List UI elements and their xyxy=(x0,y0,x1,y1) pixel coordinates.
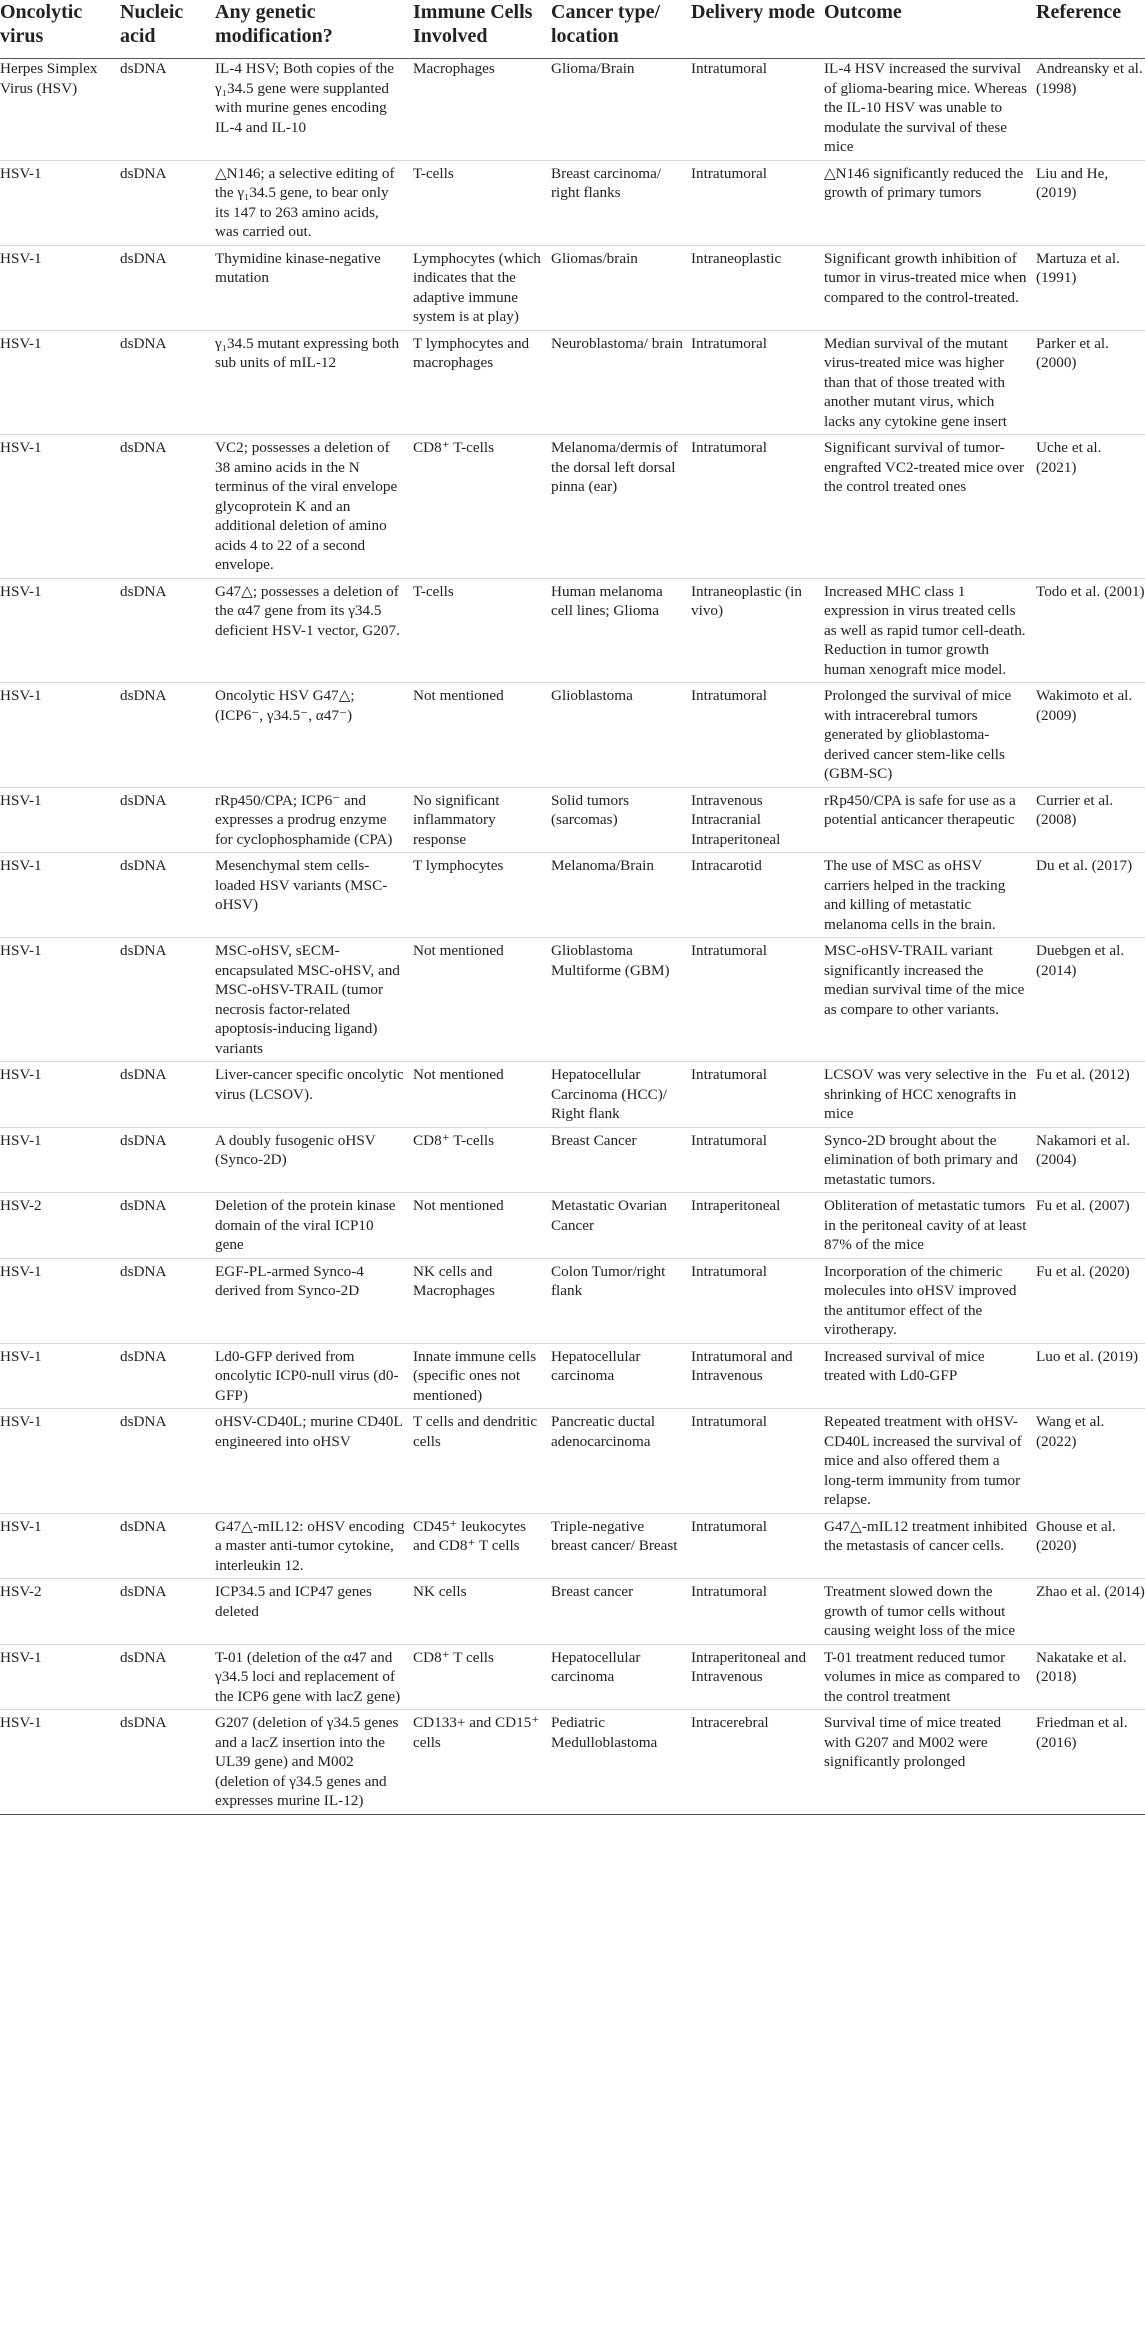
column-header-oncolytic-virus: Oncolytic virus xyxy=(0,0,120,59)
cell-outcome: Significant growth inhibition of tumor in virus-treated mice when compared to the control-treated. xyxy=(824,245,1036,330)
cell-genetic-modification: ICP34.5 and ICP47 genes deleted xyxy=(215,1579,413,1645)
cell-genetic-modification: γ₁34.5 mutant expressing both sub units of mIL-12 xyxy=(215,330,413,435)
cell-reference: Andreansky et al. (1998) xyxy=(1036,59,1145,161)
table-row xyxy=(0,578,1145,683)
cell-nucleic-acid: dsDNA xyxy=(120,683,215,788)
delivery-mode-item: Intraperitoneal xyxy=(691,1197,781,1214)
cell-oncolytic-virus: HSV-1 xyxy=(0,1062,120,1128)
cell-outcome: Repeated treatment with oHSV-CD40L increased the survival of mice and also offered them a long-term immunity from tumor relapse. xyxy=(824,1409,1036,1514)
cell-delivery-mode xyxy=(691,1343,824,1409)
table-row xyxy=(0,787,1145,853)
cell-nucleic-acid: dsDNA xyxy=(120,1579,215,1645)
cell-genetic-modification: IL-4 HSV; Both copies of the γ₁34.5 gene were supplanted with murine genes encoding IL-4 and IL-10 xyxy=(215,59,413,161)
column-header-nucleic-acid: Nucleic acid xyxy=(120,0,215,59)
cell-outcome: Prolonged the survival of mice with intracerebral tumors generated by glioblastoma-derived cancer stem-like cells (GBM-SC) xyxy=(824,683,1036,788)
delivery-mode-item: Intracranial xyxy=(691,811,761,828)
delivery-mode-item: Intratumoral xyxy=(691,439,767,456)
cell-outcome: IL-4 HSV increased the survival of glioma-bearing mice. Whereas the IL-10 HSV was unable to modulate the survival of these mice xyxy=(824,59,1036,161)
cell-immune-cells: Not mentioned xyxy=(413,1193,551,1259)
table-row xyxy=(0,1062,1145,1128)
cell-immune-cells: CD45⁺ leukocytes and CD8⁺ T cells xyxy=(413,1513,551,1579)
cell-immune-cells: Not mentioned xyxy=(413,1062,551,1128)
cell-oncolytic-virus: HSV-2 xyxy=(0,1193,120,1259)
table-row xyxy=(0,1193,1145,1259)
cell-cancer-type: Pancreatic ductal adenocarcinoma xyxy=(551,1409,691,1514)
cell-immune-cells: T lymphocytes xyxy=(413,853,551,938)
table-row xyxy=(0,59,1145,161)
cell-nucleic-acid: dsDNA xyxy=(120,245,215,330)
cell-genetic-modification: EGF-PL-armed Synco-4 derived from Synco-2D xyxy=(215,1258,413,1343)
cell-oncolytic-virus: HSV-1 xyxy=(0,1258,120,1343)
cell-nucleic-acid: dsDNA xyxy=(120,59,215,161)
cell-delivery-mode xyxy=(691,1258,824,1343)
cell-nucleic-acid: dsDNA xyxy=(120,1062,215,1128)
cell-reference: Wakimoto et al. (2009) xyxy=(1036,683,1145,788)
cell-cancer-type: Glioblastoma xyxy=(551,683,691,788)
cell-oncolytic-virus: HSV-1 xyxy=(0,245,120,330)
cell-genetic-modification: △N146; a selective editing of the γ₁34.5 gene, to bear only its 147 to 263 amino acids, was carried out. xyxy=(215,160,413,245)
cell-cancer-type: Hepatocellular carcinoma xyxy=(551,1644,691,1710)
cell-outcome: Increased survival of mice treated with Ld0-GFP xyxy=(824,1343,1036,1409)
cell-nucleic-acid: dsDNA xyxy=(120,435,215,579)
cell-outcome: LCSOV was very selective in the shrinking of HCC xenografts in mice xyxy=(824,1062,1036,1128)
cell-immune-cells: T-cells xyxy=(413,578,551,683)
delivery-mode-item: Intratumoral xyxy=(691,1066,767,1083)
cell-cancer-type: Triple-negative breast cancer/ Breast xyxy=(551,1513,691,1579)
cell-cancer-type: Solid tumors (sarcomas) xyxy=(551,787,691,853)
table-row xyxy=(0,1258,1145,1343)
cell-immune-cells: Innate immune cells (specific ones not mentioned) xyxy=(413,1343,551,1409)
cell-outcome: T-01 treatment reduced tumor volumes in mice as compared to the control treatment xyxy=(824,1644,1036,1710)
cell-cancer-type: Pediatric Medulloblastoma xyxy=(551,1710,691,1815)
cell-genetic-modification: rRp450/CPA; ICP6⁻ and expresses a prodrug enzyme for cyclophosphamide (CPA) xyxy=(215,787,413,853)
cell-nucleic-acid: dsDNA xyxy=(120,1193,215,1259)
cell-genetic-modification: Oncolytic HSV G47△; (ICP6⁻, γ34.5⁻, α47⁻) xyxy=(215,683,413,788)
cell-cancer-type: Glioblastoma Multiforme (GBM) xyxy=(551,938,691,1062)
cell-delivery-mode xyxy=(691,787,824,853)
delivery-mode-item: Intratumoral and Intravenous xyxy=(691,1347,793,1384)
table-row xyxy=(0,330,1145,435)
cell-genetic-modification: oHSV-CD40L; murine CD40L engineered into oHSV xyxy=(215,1409,413,1514)
cell-outcome: Survival time of mice treated with G207 and M002 were significantly prolonged xyxy=(824,1710,1036,1815)
cell-cancer-type: Neuroblastoma/ brain xyxy=(551,330,691,435)
cell-nucleic-acid: dsDNA xyxy=(120,853,215,938)
cell-genetic-modification: MSC-oHSV, sECM-encapsulated MSC-oHSV, and MSC-oHSV-TRAIL (tumor necrosis factor-related apoptosis-inducing ligand) variants xyxy=(215,938,413,1062)
cell-immune-cells: Not mentioned xyxy=(413,938,551,1062)
cell-reference: Martuza et al. (1991) xyxy=(1036,245,1145,330)
cell-reference: Parker et al. (2000) xyxy=(1036,330,1145,435)
cell-delivery-mode xyxy=(691,853,824,938)
column-header-genetic-modification: Any genetic modification? xyxy=(215,0,413,59)
delivery-mode-item: Intratumoral xyxy=(691,942,767,959)
table-body xyxy=(0,59,1145,1815)
cell-outcome: Median survival of the mutant virus-treated mice was higher than that of those treated with another mutant virus, which lacks any cytokine gene insert xyxy=(824,330,1036,435)
cell-delivery-mode xyxy=(691,578,824,683)
column-header-delivery-mode: Delivery mode xyxy=(691,0,824,59)
delivery-mode-item: Intracerebral xyxy=(691,1714,769,1731)
cell-reference: Uche et al. (2021) xyxy=(1036,435,1145,579)
column-header-cancer-type: Cancer type/ location xyxy=(551,0,691,59)
cell-oncolytic-virus: HSV-1 xyxy=(0,853,120,938)
cell-genetic-modification: Liver-cancer specific oncolytic virus (LCSOV). xyxy=(215,1062,413,1128)
delivery-mode-item: Intratumoral xyxy=(691,60,767,77)
delivery-mode-item: Intravenous xyxy=(691,791,763,809)
cell-nucleic-acid: dsDNA xyxy=(120,1258,215,1343)
cell-delivery-mode xyxy=(691,1127,824,1193)
cell-outcome: Incorporation of the chimeric molecules into oHSV improved the antitumor effect of the virotherapy. xyxy=(824,1258,1036,1343)
cell-delivery-mode xyxy=(691,1579,824,1645)
cell-outcome: The use of MSC as oHSV carriers helped in the tracking and killing of metastatic melanoma cells in the brain. xyxy=(824,853,1036,938)
delivery-mode-item: Intratumoral xyxy=(691,1131,767,1149)
cell-genetic-modification: Ld0-GFP derived from oncolytic ICP0-null virus (d0-GFP) xyxy=(215,1343,413,1409)
cell-oncolytic-virus: HSV-1 xyxy=(0,1644,120,1710)
cell-nucleic-acid: dsDNA xyxy=(120,1710,215,1815)
cell-delivery-mode xyxy=(691,1513,824,1579)
cell-reference: Ghouse et al. (2020) xyxy=(1036,1513,1145,1579)
cell-reference: Friedman et al. (2016) xyxy=(1036,1710,1145,1815)
cell-immune-cells: NK cells and Macrophages xyxy=(413,1258,551,1343)
cell-immune-cells: T cells and dendritic cells xyxy=(413,1409,551,1514)
cell-outcome: Treatment slowed down the growth of tumor cells without causing weight loss of the mice xyxy=(824,1579,1036,1645)
cell-genetic-modification: Thymidine kinase-negative mutation xyxy=(215,245,413,330)
cell-outcome: Significant survival of tumor-engrafted VC2-treated mice over the control treated ones xyxy=(824,435,1036,579)
cell-oncolytic-virus: HSV-1 xyxy=(0,435,120,579)
cell-immune-cells: CD8⁺ T-cells xyxy=(413,1127,551,1193)
cell-delivery-mode xyxy=(691,1409,824,1514)
table-row xyxy=(0,160,1145,245)
cell-oncolytic-virus: HSV-1 xyxy=(0,330,120,435)
cell-nucleic-acid: dsDNA xyxy=(120,1513,215,1579)
cell-reference: Duebgen et al. (2014) xyxy=(1036,938,1145,1062)
cell-outcome: Obliteration of metastatic tumors in the peritoneal cavity of at least 87% of the mice xyxy=(824,1193,1036,1259)
cell-immune-cells: Macrophages xyxy=(413,59,551,161)
cell-outcome: MSC-oHSV-TRAIL variant significantly increased the median survival time of the mice as compare to other variants. xyxy=(824,938,1036,1062)
cell-nucleic-acid: dsDNA xyxy=(120,1409,215,1514)
cell-oncolytic-virus: Herpes Simplex Virus (HSV) xyxy=(0,59,120,161)
cell-cancer-type: Melanoma/dermis of the dorsal left dorsal pinna (ear) xyxy=(551,435,691,579)
cell-nucleic-acid: dsDNA xyxy=(120,787,215,853)
cell-oncolytic-virus: HSV-1 xyxy=(0,578,120,683)
cell-reference: Nakatake et al. (2018) xyxy=(1036,1644,1145,1710)
cell-genetic-modification: G47△-mIL12: oHSV encoding a master anti-tumor cytokine, interleukin 12. xyxy=(215,1513,413,1579)
column-header-immune-cells: Immune Cells Involved xyxy=(413,0,551,59)
cell-immune-cells: T-cells xyxy=(413,160,551,245)
table-row xyxy=(0,853,1145,938)
cell-cancer-type: Glioma/Brain xyxy=(551,59,691,161)
cell-delivery-mode xyxy=(691,683,824,788)
delivery-mode-item: Intratumoral xyxy=(691,687,767,704)
table-row xyxy=(0,245,1145,330)
cell-reference: Todo et al. (2001) xyxy=(1036,578,1145,683)
cell-cancer-type: Hepatocellular Carcinoma (HCC)/ Right flank xyxy=(551,1062,691,1128)
cell-cancer-type: Breast Cancer xyxy=(551,1127,691,1193)
cell-oncolytic-virus: HSV-1 xyxy=(0,787,120,853)
cell-reference: Liu and He, (2019) xyxy=(1036,160,1145,245)
cell-delivery-mode xyxy=(691,1062,824,1128)
cell-cancer-type: Breast carcinoma/ right flanks xyxy=(551,160,691,245)
cell-cancer-type: Gliomas/brain xyxy=(551,245,691,330)
delivery-mode-item: Intratumoral xyxy=(691,1413,767,1430)
cell-nucleic-acid: dsDNA xyxy=(120,160,215,245)
cell-immune-cells: T lymphocytes and macrophages xyxy=(413,330,551,435)
cell-immune-cells: NK cells xyxy=(413,1579,551,1645)
cell-cancer-type: Hepatocellular carcinoma xyxy=(551,1343,691,1409)
cell-nucleic-acid: dsDNA xyxy=(120,330,215,435)
cell-reference: Currier et al. (2008) xyxy=(1036,787,1145,853)
header-row xyxy=(0,0,1145,59)
cell-delivery-mode xyxy=(691,435,824,579)
cell-immune-cells: CD8⁺ T-cells xyxy=(413,435,551,579)
cell-immune-cells: CD8⁺ T cells xyxy=(413,1644,551,1710)
cell-cancer-type: Melanoma/Brain xyxy=(551,853,691,938)
cell-immune-cells: No significant inflammatory response xyxy=(413,787,551,853)
table-header xyxy=(0,0,1145,59)
cell-oncolytic-virus: HSV-1 xyxy=(0,683,120,788)
cell-genetic-modification: G207 (deletion of γ34.5 genes and a lacZ insertion into the UL39 gene) and M002 (deletion of γ34.5 genes and expresses murine IL-12) xyxy=(215,1710,413,1815)
delivery-mode-item: Intratumoral xyxy=(691,164,767,182)
cell-oncolytic-virus: HSV-1 xyxy=(0,1710,120,1815)
delivery-mode-item: Intratumoral xyxy=(691,1517,767,1535)
cell-outcome: Increased MHC class 1 expression in virus treated cells as well as rapid tumor cell-death. Reduction in tumor growth human xenograft mice model. xyxy=(824,578,1036,683)
table-row xyxy=(0,1513,1145,1579)
cell-delivery-mode xyxy=(691,160,824,245)
cell-cancer-type: Colon Tumor/right flank xyxy=(551,1258,691,1343)
cell-genetic-modification: Mesenchymal stem cells-loaded HSV variants (MSC-oHSV) xyxy=(215,853,413,938)
cell-cancer-type: Human melanoma cell lines; Glioma xyxy=(551,578,691,683)
column-header-reference: Reference xyxy=(1036,0,1145,59)
cell-outcome: Synco-2D brought about the elimination of both primary and metastatic tumors. xyxy=(824,1127,1036,1193)
table-row xyxy=(0,1579,1145,1645)
cell-genetic-modification: Deletion of the protein kinase domain of the viral ICP10 gene xyxy=(215,1193,413,1259)
delivery-mode-item: Intratumoral xyxy=(691,1262,767,1280)
cell-delivery-mode xyxy=(691,245,824,330)
delivery-mode-item: Intracarotid xyxy=(691,857,762,874)
cell-oncolytic-virus: HSV-2 xyxy=(0,1579,120,1645)
column-header-outcome: Outcome xyxy=(824,0,1036,59)
cell-nucleic-acid: dsDNA xyxy=(120,1127,215,1193)
cell-genetic-modification: T-01 (deletion of the α47 and γ34.5 loci and replacement of the ICP6 gene with lacZ gene) xyxy=(215,1644,413,1710)
cell-genetic-modification: A doubly fusogenic oHSV (Synco-2D) xyxy=(215,1127,413,1193)
cell-reference: Fu et al. (2020) xyxy=(1036,1258,1145,1343)
cell-oncolytic-virus: HSV-1 xyxy=(0,1343,120,1409)
table-row xyxy=(0,1127,1145,1193)
cell-oncolytic-virus: HSV-1 xyxy=(0,1127,120,1193)
cell-oncolytic-virus: HSV-1 xyxy=(0,1513,120,1579)
cell-oncolytic-virus: HSV-1 xyxy=(0,938,120,1062)
cell-nucleic-acid: dsDNA xyxy=(120,1343,215,1409)
cell-nucleic-acid: dsDNA xyxy=(120,578,215,683)
cell-genetic-modification: VC2; possesses a deletion of 38 amino acids in the N terminus of the viral envelope glycoprotein K and an additional deletion of amino acids 4 to 22 of a second envelope. xyxy=(215,435,413,579)
cell-delivery-mode xyxy=(691,330,824,435)
cell-reference: Luo et al. (2019) xyxy=(1036,1343,1145,1409)
cell-delivery-mode xyxy=(691,938,824,1062)
delivery-mode-item: Intratumoral xyxy=(691,1583,767,1600)
table-row xyxy=(0,1644,1145,1710)
cell-cancer-type: Breast cancer xyxy=(551,1579,691,1645)
cell-delivery-mode xyxy=(691,1710,824,1815)
delivery-mode-item: Intraperitoneal and Intravenous xyxy=(691,1648,807,1685)
cell-genetic-modification: G47△; possesses a deletion of the α47 gene from its γ34.5 deficient HSV-1 vector, G207. xyxy=(215,578,413,683)
table-row xyxy=(0,1409,1145,1514)
delivery-mode-item: Intraneoplastic xyxy=(691,249,782,267)
cell-reference: Zhao et al. (2014) xyxy=(1036,1579,1145,1645)
cell-oncolytic-virus: HSV-1 xyxy=(0,160,120,245)
cell-immune-cells: Lymphocytes (which indicates that the adaptive immune system is at play) xyxy=(413,245,551,330)
cell-reference: Nakamori et al. (2004) xyxy=(1036,1127,1145,1193)
delivery-mode-item: Intraneoplastic (in vivo) xyxy=(691,582,802,619)
cell-reference: Fu et al. (2012) xyxy=(1036,1062,1145,1128)
cell-oncolytic-virus: HSV-1 xyxy=(0,1409,120,1514)
cell-immune-cells: CD133+ and CD15⁺ cells xyxy=(413,1710,551,1815)
cell-reference: Du et al. (2017) xyxy=(1036,853,1145,938)
cell-outcome: rRp450/CPA is safe for use as a potential anticancer therapeutic xyxy=(824,787,1036,853)
table-row xyxy=(0,683,1145,788)
cell-delivery-mode xyxy=(691,1193,824,1259)
cell-outcome: △N146 significantly reduced the growth of primary tumors xyxy=(824,160,1036,245)
cell-nucleic-acid: dsDNA xyxy=(120,938,215,1062)
delivery-mode-item: Intraperitoneal xyxy=(691,830,781,848)
cell-delivery-mode xyxy=(691,1644,824,1710)
table-row xyxy=(0,435,1145,579)
delivery-mode-item: Intratumoral xyxy=(691,334,767,352)
cell-reference: Wang et al. (2022) xyxy=(1036,1409,1145,1514)
table-row xyxy=(0,1343,1145,1409)
cell-nucleic-acid: dsDNA xyxy=(120,1644,215,1710)
cell-immune-cells: Not mentioned xyxy=(413,683,551,788)
cell-delivery-mode xyxy=(691,59,824,161)
cell-reference: Fu et al. (2007) xyxy=(1036,1193,1145,1259)
table-row xyxy=(0,1710,1145,1815)
table-row xyxy=(0,938,1145,1062)
cell-cancer-type: Metastatic Ovarian Cancer xyxy=(551,1193,691,1259)
cell-outcome: G47△-mIL12 treatment inhibited the metastasis of cancer cells. xyxy=(824,1513,1036,1579)
